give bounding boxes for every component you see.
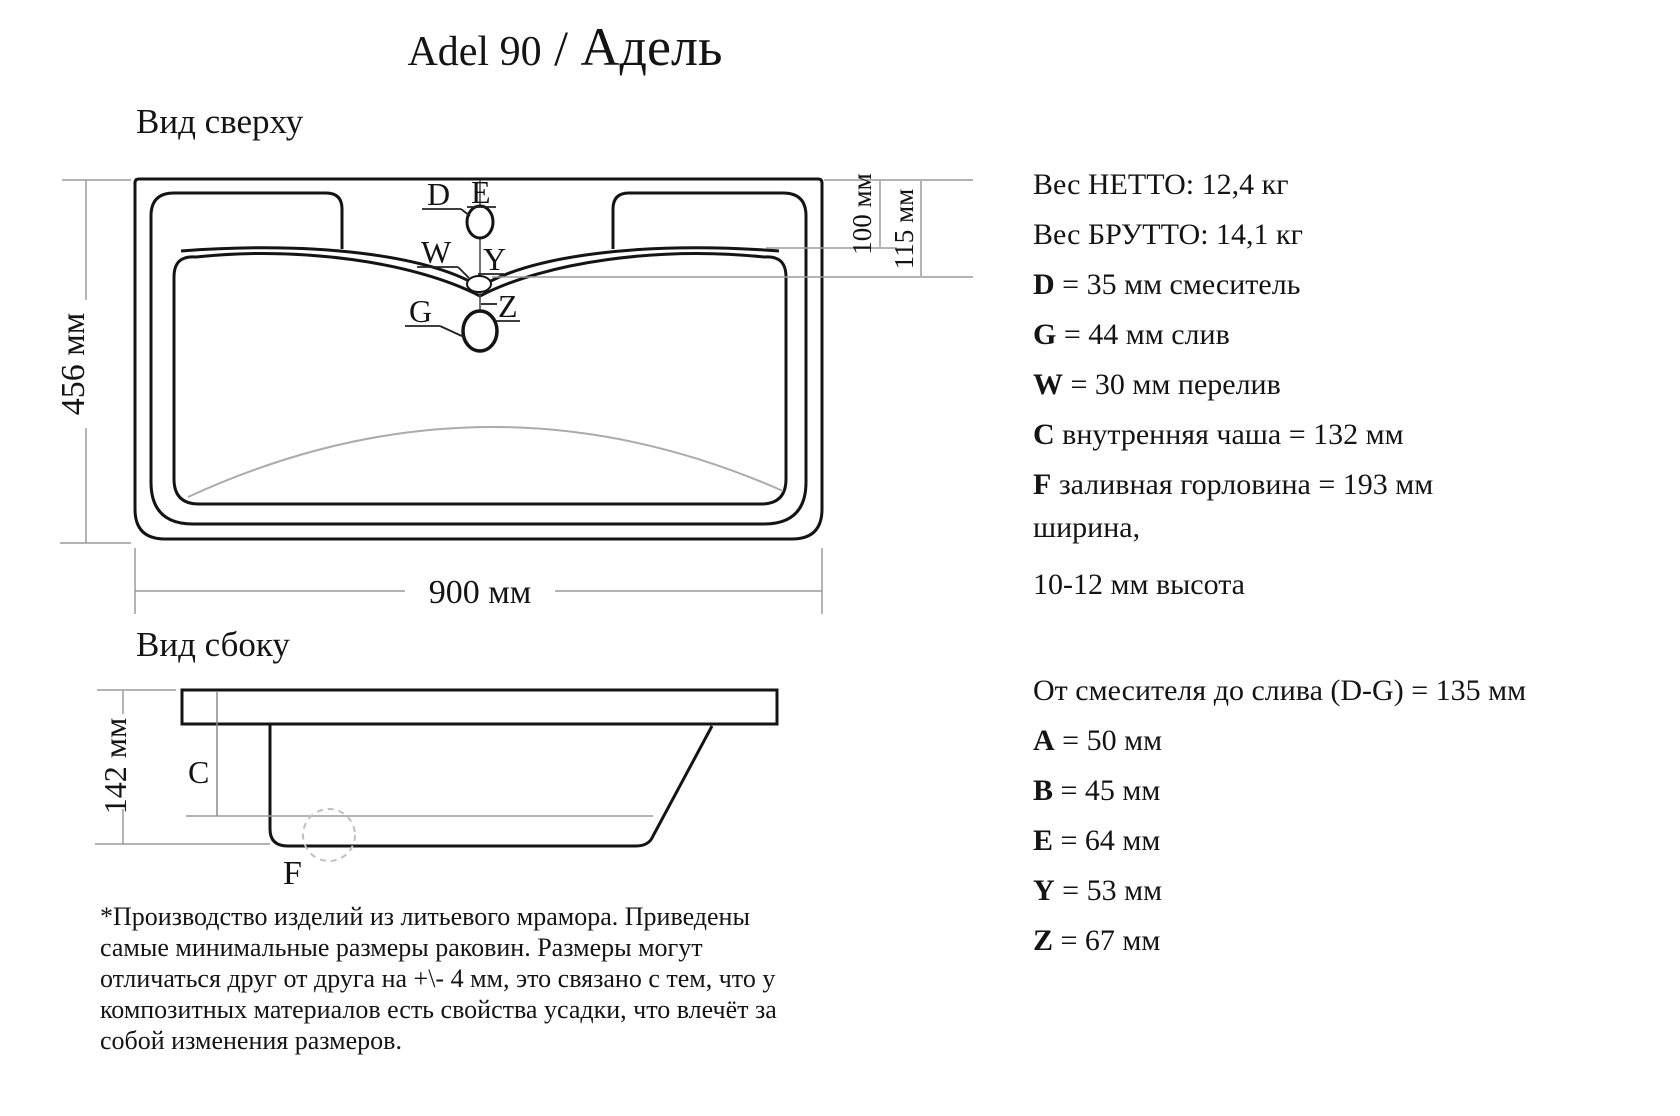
- spec-key: F: [1033, 468, 1052, 501]
- spec-key: B: [1033, 774, 1054, 807]
- spec-key: Z: [1033, 924, 1054, 957]
- spec-a: [1033, 716, 1633, 766]
- spec-value: = 53 мм: [1054, 874, 1163, 907]
- label-c: C: [188, 754, 210, 790]
- spec-z: [1033, 916, 1633, 966]
- label-f: F: [283, 855, 302, 892]
- sideview-slab: [182, 690, 777, 724]
- footnote-line: самые минимальные размеры раковин. Размеры могут: [100, 933, 703, 962]
- spec-key: C: [1033, 418, 1055, 451]
- sideview-bowl-profile: [270, 724, 712, 846]
- spec-gross-weight: [1033, 210, 1633, 260]
- top-view-heading: Вид сверху: [136, 102, 304, 141]
- title-latin: Adel 90: [407, 29, 542, 75]
- topview-bowl-bottom-arc: [188, 427, 783, 497]
- spec-e: [1033, 816, 1633, 866]
- specs-column: [1033, 160, 1633, 966]
- topview-deck-outline: [151, 193, 806, 524]
- spec-value: = 45 мм: [1053, 774, 1161, 807]
- spec-key: W: [1033, 368, 1063, 401]
- footnote-line: собой изменения размеров.: [100, 1026, 402, 1055]
- footnote-line: композитных материалов есть свойства усадки, что влечёт за: [100, 995, 777, 1024]
- spec-net-weight: [1033, 160, 1633, 210]
- spec-value: = 64 мм: [1053, 824, 1161, 857]
- dim-142-label: 142 мм: [97, 717, 133, 815]
- overflow-hole: [467, 276, 491, 292]
- dim-456-label: 456 мм: [55, 312, 92, 416]
- spec-value: Вес БРУТТО: 14,1 кг: [1033, 218, 1303, 251]
- drain-hole: [463, 311, 497, 351]
- spec-key: G: [1033, 318, 1057, 351]
- label-e: E: [471, 174, 491, 210]
- dim-900-label: 900 мм: [428, 574, 532, 611]
- spec-f-filler-neck: [1033, 460, 1633, 510]
- filler-neck-dashed-circle: [303, 809, 355, 861]
- spec-faucet-to-drain: [1033, 666, 1633, 716]
- title-separator: /: [541, 20, 581, 76]
- spec-y: [1033, 866, 1633, 916]
- dim-115-label: 115 мм: [889, 188, 919, 270]
- label-g-leader: [440, 326, 464, 337]
- footnote-line: отличаться друг от друга на +\- 4 мм, это связано с тем, что у: [100, 964, 776, 993]
- spec-value: = 44 мм слив: [1056, 318, 1230, 351]
- spec-w-overflow: [1033, 360, 1633, 410]
- spec-key: A: [1033, 724, 1055, 757]
- label-w: W: [421, 234, 452, 270]
- faucet-hole: [467, 206, 493, 238]
- spec-b: [1033, 766, 1633, 816]
- spec-value: От смесителя до слива (D-G) = 135 мм: [1033, 674, 1527, 707]
- footnote-line: *Производство изделий из литьевого мрамора. Приведены: [100, 902, 750, 931]
- spec-value: внутренняя чаша = 132 мм: [1054, 418, 1404, 451]
- label-g: G: [409, 293, 433, 329]
- production-footnote: [100, 901, 800, 1056]
- spec-d-faucet: [1033, 260, 1633, 310]
- dim-100-label: 100 мм: [847, 173, 877, 255]
- spec-value: 10-12 мм высота: [1033, 568, 1245, 601]
- title-cyrillic: Адель: [580, 17, 723, 77]
- spec-key: D: [1033, 268, 1055, 301]
- spec-value: заливная горловина = 193 мм: [1051, 468, 1434, 501]
- spec-value: = 35 мм смеситель: [1054, 268, 1301, 301]
- spec-value: = 50 мм: [1054, 724, 1163, 757]
- label-z: Z: [498, 288, 518, 324]
- spec-f-width-cont: [1033, 510, 1633, 546]
- spec-value: ширина,: [1033, 511, 1141, 544]
- spec-f-height: [1033, 560, 1633, 610]
- spec-c-inner-bowl: [1033, 410, 1633, 460]
- spec-key: Y: [1033, 874, 1055, 907]
- spec-value: Вес НЕТТО: 12,4 кг: [1033, 168, 1289, 201]
- spec-key: E: [1033, 824, 1054, 857]
- spec-value: = 67 мм: [1053, 924, 1161, 957]
- label-d: D: [427, 176, 451, 212]
- side-view-heading: Вид сбоку: [136, 625, 290, 664]
- spec-g-drain: [1033, 310, 1633, 360]
- spec-value: = 30 мм перелив: [1063, 368, 1281, 401]
- label-y: Y: [483, 241, 507, 277]
